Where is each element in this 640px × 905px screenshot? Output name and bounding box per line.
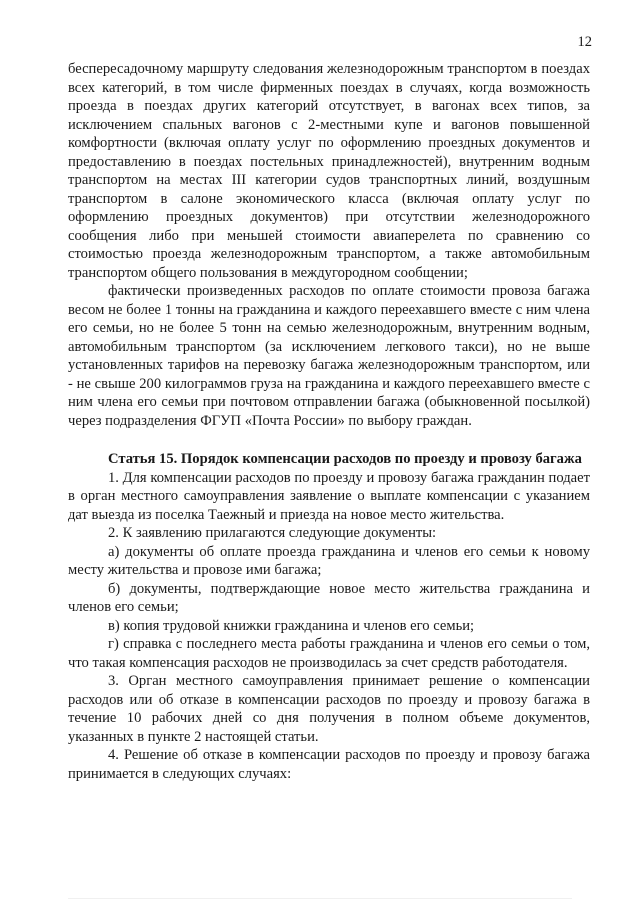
clause-2-item-d: г) справка с последнего места работы гражданина и членов его семьи о том, что такая компенсация расходов не производилась за счет средств работодателя.	[68, 636, 590, 671]
clause-4: 4. Решение об отказе в компенсации расходов по проезду и провозу багажа принимается в следующих случаях:	[68, 747, 590, 782]
clause-2-item-a: а) документы об оплате проезда гражданина и членов его семьи к новому месту жительства и провозе ими багажа;	[68, 543, 590, 578]
clause-1: 1. Для компенсации расходов по проезду и провозу багажа гражданин подает в орган местного самоуправления заявление о выплате компенсации с указанием дат выезда из поселка Таежный и приезда на новое место жительства.	[68, 469, 590, 523]
paragraph-baggage-costs: фактически произведенных расходов по оплате стоимости провоза багажа весом не более 1 тонны на гражданина и каждого переехавшего вместе с ним члена его семьи, но не более 5 тонн на семью железнодорожным, внутренним водным, автомобильным транспортом (за исключением легкового такси), но не выше установленных тарифов на перевозку багажа железнодорожным транспортом, или - не свыше 200 килограммов груза на гражданина и каждого переехавшего вместе с ним члена его семьи при почтовом отправлении багажа (обыкновенной посылкой) через подразделения ФГУП «Почта России» по выбору граждан.	[68, 283, 590, 429]
clause-2-item-b: б) документы, подтверждающие новое место жительства гражданина и членов его семьи;	[68, 580, 590, 615]
clause-2: 2. К заявлению прилагаются следующие документы:	[108, 525, 437, 541]
clause-3: 3. Орган местного самоуправления принимает решение о компенсации расходов или об отказе в компенсации расходов по проезду и провозу багажа в течение 10 рабочих дней со дня получения в полном объеме документов, указанных в пункте 2 настоящей статьи.	[68, 673, 590, 745]
page-number: 12	[577, 34, 592, 50]
document-body	[68, 60, 590, 783]
clause-2-item-c: в) копия трудовой книжки гражданина и членов его семьи;	[108, 617, 475, 634]
paragraph-continuation: беспересадочному маршруту следования железнодорожным транспортом в поездах всех категорий, в том числе фирменных поездах в случаях, когда возможность проезда в поездах других категорий отсутствует, в вагонах всех типов, за исключением спальных вагонов с 2-местными купе и вагонов повышенной комфортности (включая оплату услуг по оформлению проездных документов и предоставлению в поездах постельных принадлежностей), внутренним водным транспортом на местах III категории судов транспортных линий, воздушным транспортом в салоне экономического класса (включая оплату услуг по оформлению проездных документов) при отсутствии железнодорожного сообщения либо при меньшей стоимости авиаперелета по сравнению со стоимостью проезда железнодорожным транспортом, а также автомобильным транспортом общего пользования в междугородном сообщении;	[68, 61, 590, 281]
scan-edge	[68, 898, 572, 899]
article-15-heading: Статья 15. Порядок компенсации расходов по проезду и провозу багажа	[108, 451, 582, 467]
